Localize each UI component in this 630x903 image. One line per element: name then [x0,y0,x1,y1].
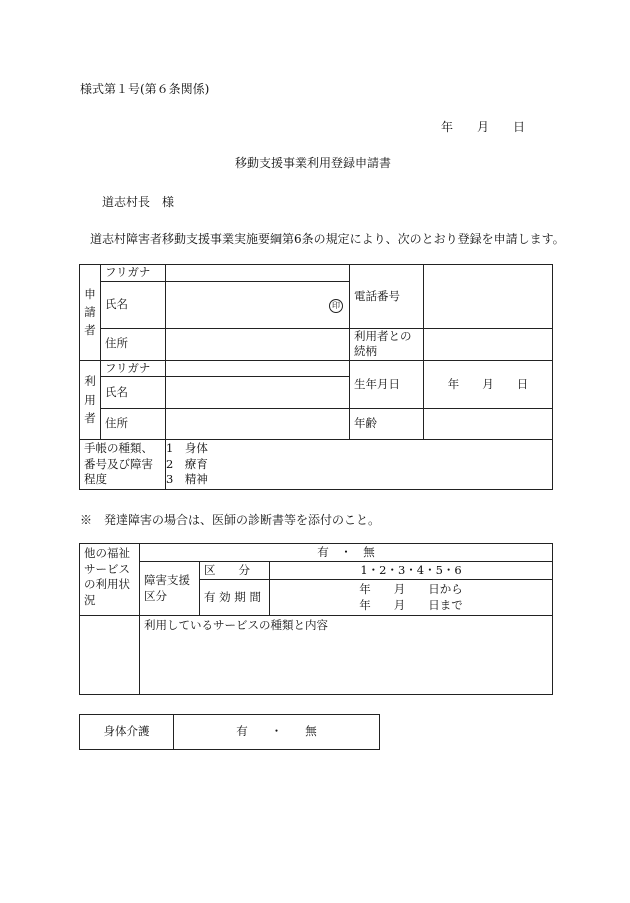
applicant-name-label: 氏名 [101,281,166,328]
services-field[interactable]: 利用しているサービスの種類と内容 [140,616,553,695]
applicant-address-label: 住所 [101,328,166,360]
user-furigana-field[interactable] [166,360,350,377]
care-yes-no[interactable]: 有 ・ 無 [174,715,380,750]
phone-field[interactable] [424,265,553,329]
intro-text: 道志村障害者移動支援事業実施要綱第6条の規定により、次のとおり登録を申請します。 [90,232,565,246]
period-from: 年 月 日から [359,581,463,596]
note-text: ※ 発達障害の場合は、医師の診断書等を添付のこと。 [80,513,381,527]
user-address-field[interactable] [166,409,350,440]
date-line: 年 月 日 [441,120,526,134]
applicant-address-field[interactable] [166,328,350,360]
relation-field[interactable] [424,328,553,360]
period-to: 年 月 日まで [359,597,463,612]
care-table [79,714,380,750]
applicant-name-field[interactable] [166,281,350,328]
welfare-label-continuation [80,616,140,695]
welfare-yes-no[interactable]: 有 ・ 無 [140,544,553,562]
addressee: 道志村長 様 [102,195,175,209]
class-label: 区 分 [200,562,270,580]
applicant-table [79,264,553,490]
user-address-label: 住所 [101,409,166,440]
period-label: 有 効 期 間 [200,580,270,616]
phone-label: 電話番号 [350,265,424,329]
notebook-option[interactable]: 2 療育 [166,456,208,471]
notebook-option[interactable]: 1 身体 [166,441,208,456]
notebook-option[interactable]: 3 精神 [166,472,208,487]
class-values[interactable]: 1・2・3・4・5・6 [270,562,553,580]
welfare-table [79,543,553,695]
support-class-label: 障害支援 区分 [140,562,200,616]
user-furigana-label: フリガナ [101,360,166,377]
relation-label: 利用者との 続柄 [350,328,424,360]
user-group-label: 利 用 者 [80,360,101,440]
applicant-furigana-field[interactable] [166,265,350,282]
form-number: 様式第１号(第６条関係) [80,82,210,96]
notebook-label: 手帳の種類、 番号及び障害 程度 [80,440,166,490]
age-field[interactable] [424,409,553,440]
birthdate-field[interactable]: 年 月 日 [424,360,553,409]
document-title: 移動支援事業利用登録申請書 [235,156,392,170]
birthdate-label: 生年月日 [350,360,424,409]
user-name-label: 氏名 [101,377,166,409]
seal-mark: 印 [329,299,343,313]
applicant-furigana-label: フリガナ [101,265,166,282]
user-name-field[interactable] [166,377,350,409]
period-field[interactable] [270,580,553,616]
applicant-group-label: 申 請 者 [80,265,101,361]
care-label: 身体介護 [80,715,174,750]
age-label: 年齢 [350,409,424,440]
welfare-label: 他の福祉 サービス の利用状 況 [80,544,140,616]
notebook-options [166,440,553,490]
